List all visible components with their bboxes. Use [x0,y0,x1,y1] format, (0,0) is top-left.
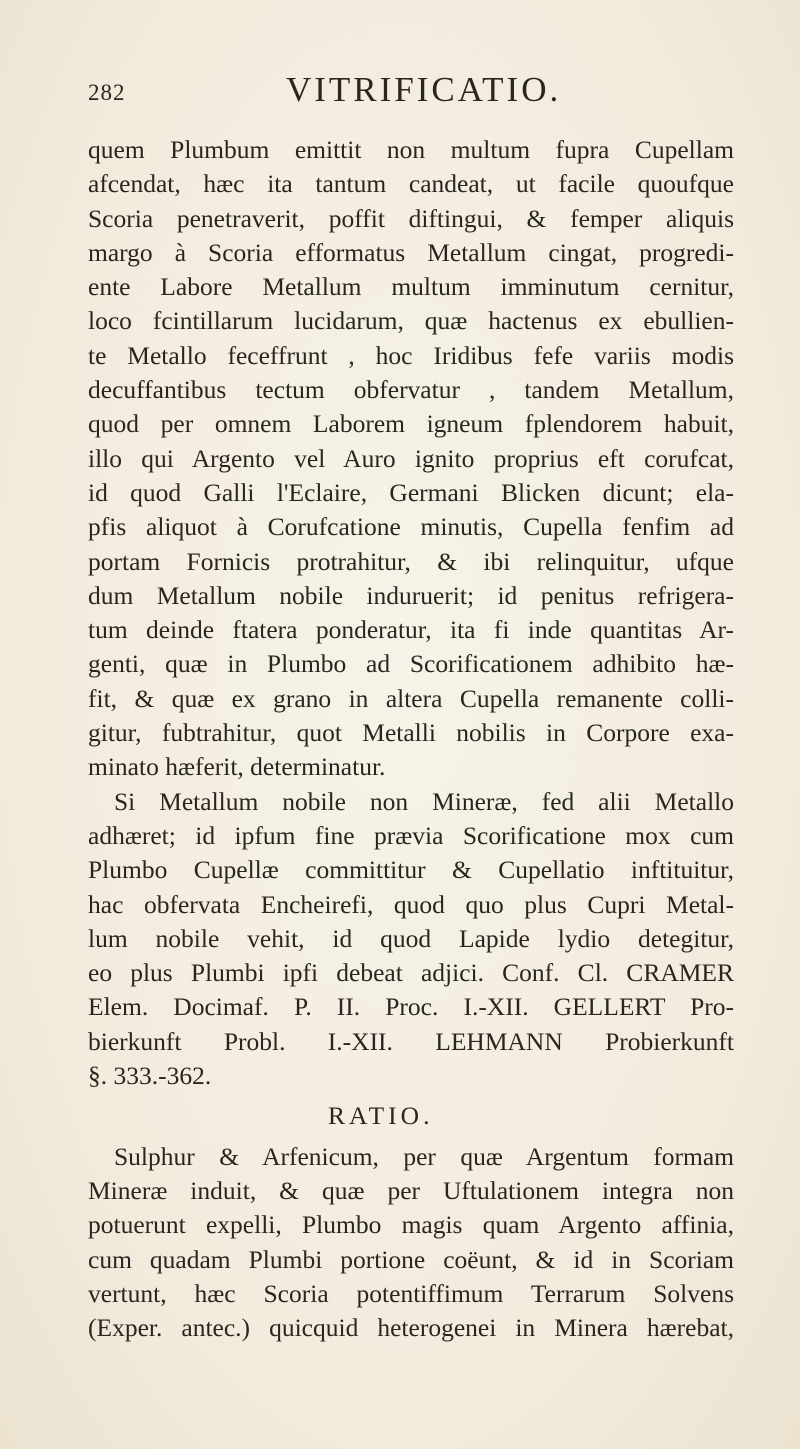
page-number: 282 [88,80,126,105]
text-line: Si Metallum nobile non Mineræ, fed alii Metallo [114,786,734,816]
text-line: Mineræ induit, & quæ per Uftulationem integra non [88,1175,734,1205]
body-text [88,133,734,1345]
text-line: Plumbo Cupellæ committitur & Cupellatio inftituitur, [88,855,734,885]
text-line: decuffantibus tectum obfervatur , tandem Metallum, [88,375,734,405]
text-line: afcendat, hæc ita tantum candeat, ut facile quoufque [88,169,734,199]
text-line: loco fcintillarum lucidarum, quæ hactenus ex ebullien- [88,306,734,336]
text-line: Scoria penetraverit, poffit diftingui, & femper aliquis [88,203,734,233]
text-line: eo plus Plumbi ipfi debeat adjici. Conf. Cl. CRAMER [88,958,734,988]
section-heading: RATIO. [328,1101,434,1131]
text-line: §. 333.-362. [88,1061,212,1091]
text-line: margo à Scoria efformatus Metallum cingat, progredi- [88,237,734,267]
running-title: VITRIFICATIO. [286,70,562,109]
text-line: lum nobile vehit, id quod Lapide lydio detegitur, [88,923,734,953]
text-line: gitur, fubtrahitur, quot Metalli nobilis in Corpore exa- [88,718,734,748]
text-line: vertunt, hæc Scoria potentiffimum Terrarum Solvens [88,1278,734,1308]
text-line: tum deinde ftatera ponderatur, ita fi inde quantitas Ar- [88,615,734,645]
text-line: Sulphur & Arfenicum, per quæ Argentum formam [114,1141,734,1171]
text-line: id quod Galli l'Eclaire, Germani Blicken dicunt; ela- [88,477,734,507]
text-line: genti, quæ in Plumbo ad Scorificationem adhibito hæ- [88,649,734,679]
text-line: quod per omnem Laborem igneum fplendorem habuit, [88,409,734,439]
text-line: (Exper. antec.) quicquid heterogenei in Minera hærebat, [88,1313,734,1343]
text-line: hac obfervata Encheirefi, quod quo plus Cupri Metal- [88,889,734,919]
text-line: illo qui Argento vel Auro ignito proprius eft corufcat, [88,443,734,473]
text-line: portam Fornicis protrahitur, & ibi relinquitur, ufque [88,546,734,576]
text-line: fit, & quæ ex grano in altera Cupella remanente colli- [88,683,734,713]
text-line: te Metallo feceffrunt , hoc Iridibus fefe variis modis [88,340,734,370]
text-line: potuerunt expelli, Plumbo magis quam Argento affinia, [88,1210,734,1240]
text-line: quem Plumbum emittit non multum fupra Cupellam [88,135,734,164]
text-line: Elem. Docimaf. P. II. Proc. I.-XII. GELLERT Pro- [88,992,734,1022]
text-line: minato hæferit, determinatur. [88,752,386,782]
text-line: dum Metallum nobile induruerit; id penitus refrigera- [88,580,734,610]
text-line: adhæret; id ipfum fine prævia Scorificatione mox cum [88,820,734,850]
text-line: bierkunft Probl. I.-XII. LEHMANN Probierkunft [88,1026,734,1056]
text-line: pfis aliquot à Corufcatione minutis, Cupella fenfim ad [88,512,734,542]
text-line: ente Labore Metallum multum imminutum cernitur, [88,272,734,302]
text-line: cum quadam Plumbi portione coëunt, & id in Scoriam [88,1244,734,1274]
page-header [88,70,688,120]
